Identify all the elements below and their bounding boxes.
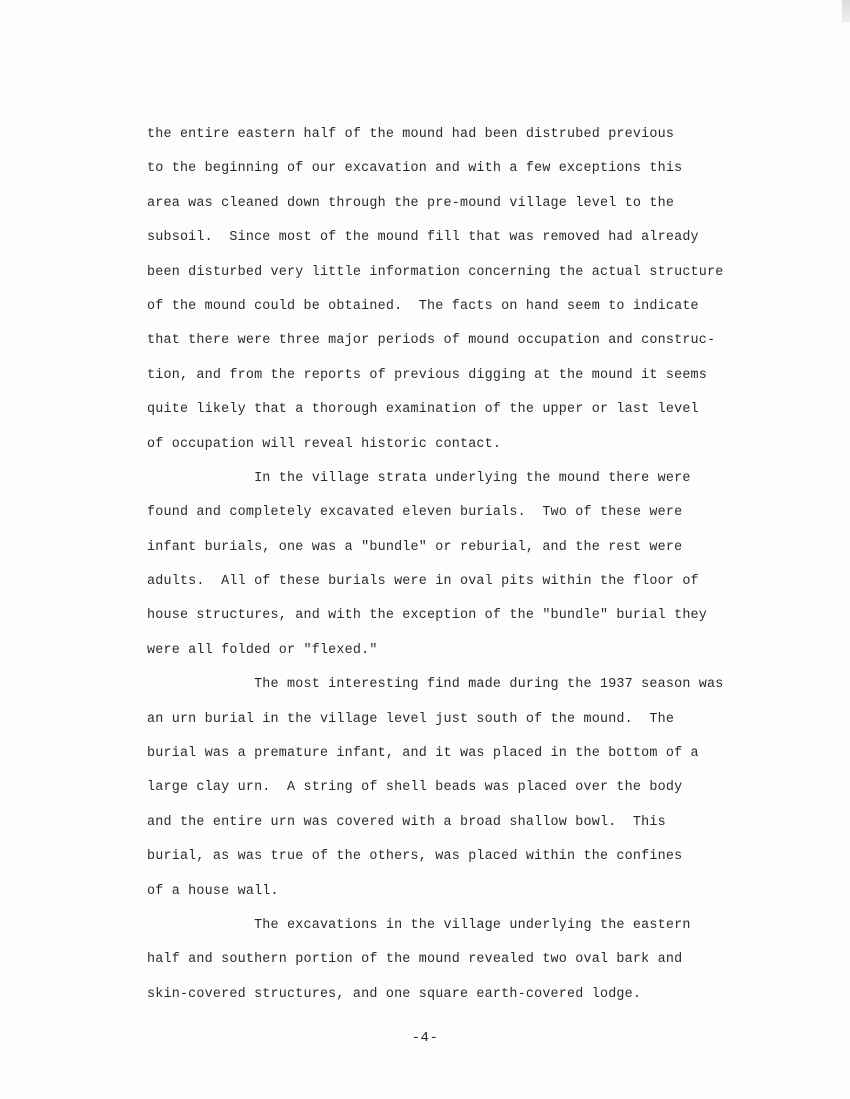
text-line: of the mound could be obtained. The facts on hand seem to indicate <box>147 298 699 314</box>
body-text <box>147 118 747 1012</box>
text-line: an urn burial in the village level just south of the mound. The <box>147 711 675 727</box>
text-line: half and southern portion of the mound revealed two oval bark and <box>147 952 683 968</box>
text-line: been disturbed very little information concerning the actual structure <box>147 264 724 280</box>
text-line: In the village strata underlying the mound there were <box>147 470 691 486</box>
text-line: infant burials, one was a "bundle" or reburial, and the rest were <box>147 539 683 555</box>
text-line: The excavations in the village underlying the eastern <box>147 917 691 933</box>
text-line: adults. All of these burials were in oval pits within the floor of <box>147 574 699 590</box>
text-line: of occupation will reveal historic contact. <box>147 436 502 452</box>
text-line: found and completely excavated eleven burials. Two of these were <box>147 505 683 521</box>
page-number: -4- <box>411 1030 439 1046</box>
text-line: skin-covered structures, and one square earth-covered lodge. <box>147 986 642 1002</box>
text-line: The most interesting find made during the 1937 season was <box>147 677 724 693</box>
text-line: that there were three major periods of mound occupation and construc- <box>147 333 716 349</box>
text-line: quite likely that a thorough examination of the upper or last level <box>147 402 699 418</box>
text-line: tion, and from the reports of previous digging at the mound it seems <box>147 367 708 383</box>
text-line: the entire eastern half of the mound had been distrubed previous <box>147 127 675 142</box>
text-line: of a house wall. <box>147 883 279 899</box>
text-line: subsoil. Since most of the mound fill that was removed had already <box>147 230 699 246</box>
text-line: to the beginning of our excavation and with a few exceptions this <box>147 161 683 177</box>
text-line: area was cleaned down through the pre-mound village level to the <box>147 195 675 211</box>
text-line: large clay urn. A string of shell beads was placed over the body <box>147 780 683 796</box>
text-line: were all folded or "flexed." <box>147 642 378 658</box>
page-edge-mark <box>842 0 850 22</box>
text-line: and the entire urn was covered with a broad shallow bowl. This <box>147 814 666 830</box>
text-line: house structures, and with the exception of the "bundle" burial they <box>147 608 708 624</box>
text-line: burial, as was true of the others, was placed within the confines <box>147 849 683 865</box>
text-line: burial was a premature infant, and it was placed in the bottom of a <box>147 746 699 762</box>
